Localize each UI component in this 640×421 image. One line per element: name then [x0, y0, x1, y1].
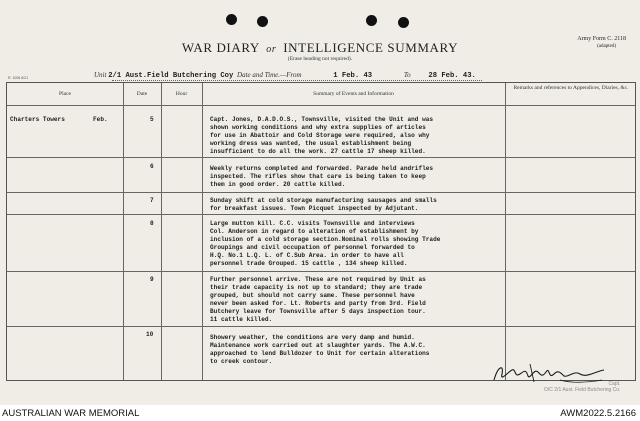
- header-hour: Hour: [175, 91, 188, 97]
- summary-line: inclusion of a cold storage section.Nominal rolls showing Trade: [210, 236, 441, 243]
- entry-date: 10: [146, 331, 154, 338]
- summary-line: to creek contour.: [210, 358, 273, 365]
- entry-date: 6: [150, 163, 154, 170]
- header-divider: [7, 105, 635, 106]
- row-divider: [7, 271, 635, 272]
- header-remarks: Remarks and references to Appendices, Diaries, &c.: [513, 85, 629, 91]
- stamp-unit: O/C 2/1 Aust. Field Butchering Co.: [544, 387, 621, 393]
- to-label: To: [403, 71, 411, 79]
- header-date: Date: [136, 91, 148, 97]
- row-divider: [7, 192, 635, 193]
- form-code: R. 1006 6/21: [8, 76, 29, 80]
- summary-line: H.Q. No.1 L.Q. L. of C.Sub Area. in order to have all: [210, 252, 404, 259]
- summary-line: insufficient to do all the work. 27 cattle 17 sheep killed.: [210, 148, 426, 155]
- entry-date: 9: [150, 276, 154, 283]
- title-or: or: [266, 44, 277, 55]
- summary-line: Further personnel arrive. These are not required by Unit as: [210, 276, 426, 283]
- army-form-label: [577, 35, 626, 51]
- form-subtitle: (Erase heading not required).: [287, 56, 353, 62]
- summary-line: never been asked for. Lt. Roberts and party from 3rd. Field: [210, 300, 426, 307]
- column-divider: [161, 83, 162, 380]
- diary-table: [6, 82, 636, 381]
- unit-dotted-line: [112, 80, 482, 81]
- from-date: 1 Feb. 43: [333, 72, 373, 80]
- officer-stamp: [544, 381, 620, 393]
- title-intelligence-summary: INTELLIGENCE SUMMARY: [283, 40, 459, 55]
- army-form-adapted: (adapted): [597, 44, 616, 49]
- summary-line: for breakfast issues. Town Picquet inspected by Adjutant.: [210, 205, 419, 212]
- summary-line: Showery weather, the conditions are very damp and humid.: [210, 334, 415, 341]
- army-form-number: Army Form C. 2118: [577, 36, 626, 42]
- to-date: 28 Feb. 43.: [428, 72, 476, 80]
- summary-line: Groupings and civil occupation of personnel forwarded to: [210, 244, 415, 251]
- binder-hole: [226, 14, 237, 25]
- summary-line: shown working conditions and why extra supplies of articles: [210, 124, 426, 131]
- column-divider: [123, 83, 124, 380]
- stamp-rank: Capt.: [608, 381, 621, 387]
- unit-label: Unit: [94, 71, 107, 79]
- summary-line: for use in Abattoir and Cold Storage were required, also why: [210, 132, 430, 139]
- entry-date: 7: [150, 197, 154, 204]
- title-war-diary: WAR DIARY: [181, 40, 260, 55]
- row-divider: [7, 326, 635, 327]
- summary-line: Butchery leave for Townsville after 5 days inspection tour.: [210, 308, 426, 315]
- binder-hole: [257, 16, 268, 27]
- summary-line: Capt. Jones, D.A.D.O.S., Townsville, visited the Unit and was: [210, 116, 434, 123]
- column-divider: [505, 83, 506, 380]
- binder-hole: [366, 15, 377, 26]
- footer-credit: AUSTRALIAN WAR MEMORIAL: [2, 408, 140, 419]
- summary-line: personnel trade Grouped. 15 cattle , 134 sheep killed.: [210, 260, 408, 267]
- summary-line: their trade capacity is not up to standard; they are trade: [210, 284, 423, 291]
- row-divider: [7, 214, 635, 215]
- summary-line: Large mutton kill. C.C. visits Townsville and interviews: [210, 220, 415, 227]
- summary-line: inspected. The rifles show that care is being taken to keep: [210, 173, 426, 180]
- entry-date: 5: [150, 116, 154, 123]
- summary-line: them in good order. 20 cattle killed.: [210, 181, 346, 188]
- unit-line: [94, 71, 476, 80]
- summary-line: Sunday shift at cold storage manufacturing sausages and smalls: [210, 197, 437, 204]
- summary-line: Col. Anderson in regard to alteration of establishment by: [210, 228, 419, 235]
- entry-month: Feb.: [93, 116, 108, 123]
- datetime-label: Date and Time.—From: [237, 71, 302, 79]
- header-summary: Summary of Events and Information: [313, 91, 394, 97]
- summary-line: approached to lend Bulldozer to Unit for certain alterations: [210, 350, 430, 357]
- summary-line: 11 cattle killed.: [210, 316, 273, 323]
- unit-value: 2/1 Aust.Field Butchering Coy: [108, 72, 234, 80]
- form-title: [0, 40, 640, 56]
- footer-accession-number: AWM2022.5.2166: [560, 408, 636, 419]
- summary-line: Maintenance work carried out at slaughter yards. The A.W.C.: [210, 342, 426, 349]
- summary-line: working dress was wanted, the usual establishment being: [210, 140, 412, 147]
- column-divider: [202, 83, 203, 380]
- summary-line: grouped, but should not carry same. These personnel have: [210, 292, 415, 299]
- entry-date: 8: [150, 220, 154, 227]
- summary-line: Weekly returns completed and forwarded. Parade held andrifles: [210, 165, 434, 172]
- binder-hole: [398, 17, 409, 28]
- entry-place: Charters Towers: [10, 116, 65, 123]
- header-place: Place: [59, 91, 71, 97]
- row-divider: [7, 157, 635, 158]
